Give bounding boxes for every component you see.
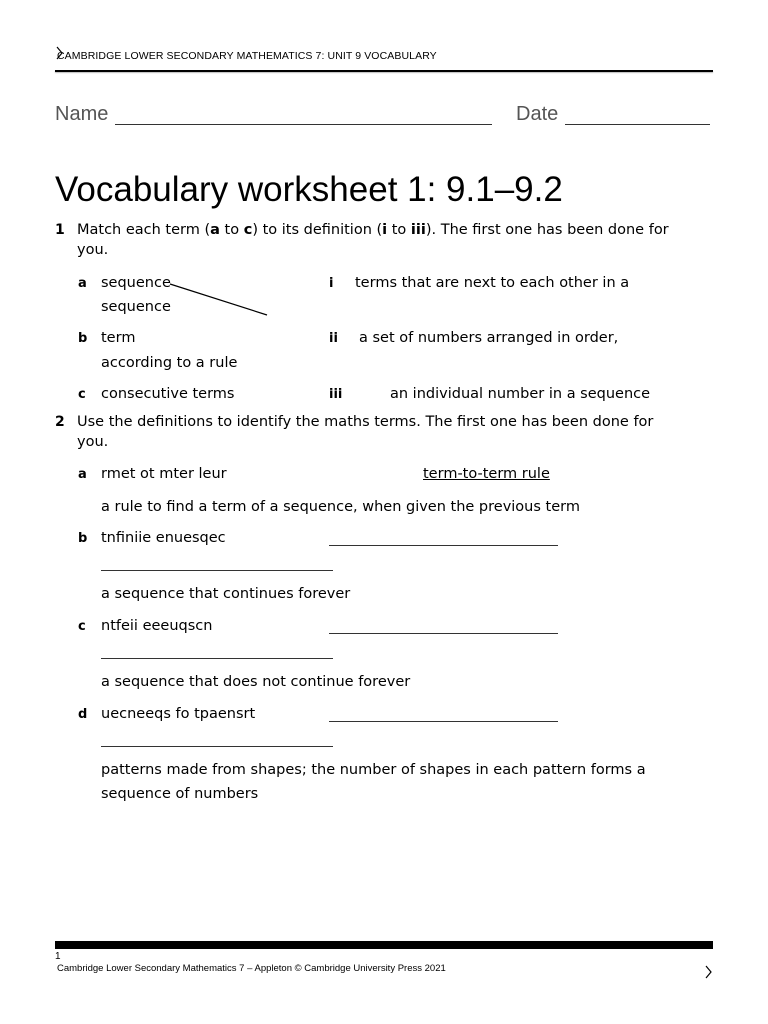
date-label: Date — [516, 103, 559, 125]
definition: a set of numbers arranged in order, — [359, 330, 619, 346]
term: sequence — [101, 275, 171, 291]
running-header: CAMBRIDGE LOWER SECONDARY MATHEMATICS 7: UNIT 9 VOCABULARY — [57, 50, 437, 62]
definition: an individual number in a sequence — [390, 386, 651, 402]
item-letter: a — [78, 276, 87, 291]
definition: patterns made from shapes; the number of shapes in each pattern forms a — [101, 762, 646, 778]
example-answer: term-to-term rule — [423, 466, 550, 482]
definition: terms that are next to each other in a — [355, 275, 630, 291]
date-field[interactable] — [565, 104, 710, 125]
question-instruction-cont: you. — [77, 242, 109, 258]
definition: a sequence that continues forever — [101, 586, 351, 602]
header-rule — [55, 70, 713, 72]
item-letter: d — [78, 707, 88, 722]
roman-numeral: ii — [329, 331, 338, 346]
item-letter: c — [78, 387, 86, 402]
definition: a sequence that does not continue forever — [101, 674, 411, 690]
item-letter: b — [78, 331, 88, 346]
match-line — [160, 278, 275, 320]
definition-cont: sequence — [101, 299, 171, 315]
answer-field-cont[interactable] — [101, 729, 333, 747]
answer-field[interactable] — [329, 616, 558, 634]
term: consecutive terms — [101, 386, 235, 402]
roman-numeral: i — [329, 276, 334, 291]
definition: a rule to find a term of a sequence, when given the previous term — [101, 499, 580, 515]
term: term — [101, 330, 136, 346]
answer-field[interactable] — [329, 704, 558, 722]
answer-field-cont[interactable] — [101, 641, 333, 659]
page-title: Vocabulary worksheet 1: 9.1–9.2 — [55, 170, 563, 209]
footer-rule — [55, 941, 713, 949]
definition-cont: according to a rule — [101, 355, 238, 371]
item-letter: c — [78, 619, 86, 634]
answer-field-cont[interactable] — [101, 553, 333, 571]
name-label: Name — [55, 103, 109, 125]
page-number: 1 — [55, 951, 61, 962]
scrambled-term: ntfeii eeeuqscn — [101, 618, 213, 634]
footer-mark-icon — [704, 964, 714, 978]
roman-numeral: iii — [329, 387, 343, 402]
question-number: 1 — [55, 222, 65, 238]
question-instruction: Match each term (a to c) to its definition (i to iii). The first one has been done for — [77, 222, 669, 238]
item-letter: a — [78, 467, 87, 482]
copyright-notice: Cambridge Lower Secondary Mathematics 7 – Appleton © Cambridge University Press 2021 — [57, 963, 446, 974]
answer-field[interactable] — [329, 528, 558, 546]
question-instruction-cont: you. — [77, 434, 109, 450]
name-field[interactable] — [115, 104, 492, 125]
question-instruction: Use the definitions to identify the maths terms. The first one has been done for — [77, 414, 654, 430]
scrambled-term: uecneeqs fo tpaensrt — [101, 706, 256, 722]
scrambled-term: rmet ot mter leur — [101, 466, 227, 482]
definition-cont: sequence of numbers — [101, 786, 259, 802]
item-letter: b — [78, 531, 88, 546]
question-number: 2 — [55, 414, 65, 430]
scrambled-term: tnfiniie enuesqec — [101, 530, 226, 546]
